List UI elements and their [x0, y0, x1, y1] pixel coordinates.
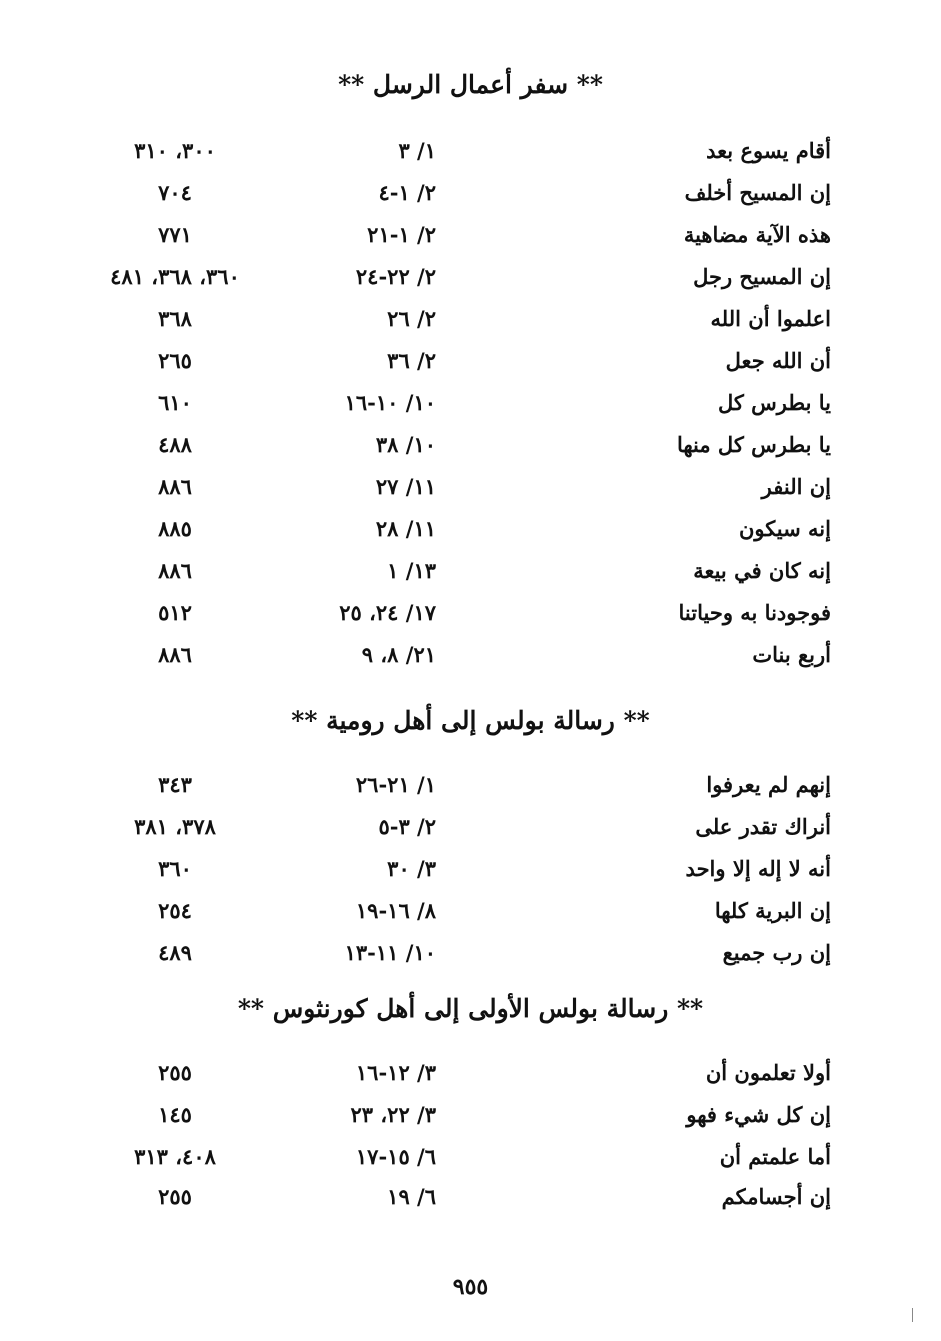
table-row [0, 258, 941, 296]
entry-phrase: فوجودنا به وحياتنا [678, 600, 831, 625]
entry-reference: ١١/ ٢٨ [375, 516, 436, 541]
table-row [0, 1054, 941, 1092]
entry-phrase: إن المسيح أخلف [684, 180, 831, 205]
table-row [0, 384, 941, 422]
entry-phrase: أولا تعلمون أن [705, 1060, 831, 1085]
entry-pages: ٣٦٠، ٣٦٨، ٤٨١ [110, 264, 240, 289]
entry-phrase: أنراك تقدر على [695, 814, 831, 839]
entry-pages: ٢٦٥ [158, 348, 192, 373]
entry-reference: ١١/ ٢٧ [375, 474, 436, 499]
entry-phrase: يا بطرس كل [717, 390, 831, 415]
table-row [0, 426, 941, 464]
entry-reference: ٢/ ٣-٥ [378, 814, 436, 839]
entry-reference: ١/ ٣ [398, 138, 436, 163]
entry-phrase: أقام يسوع بعد [706, 138, 831, 163]
entry-phrase: إنهم لم يعرفوا [706, 772, 831, 797]
entry-pages: ٤٠٨، ٣١٣ [134, 1144, 216, 1169]
page-number: ٩٥٥ [452, 1274, 489, 1300]
table-row [0, 552, 941, 590]
entry-phrase: أما علمتم أن [719, 1144, 831, 1169]
entry-pages: ٣٦٨ [158, 306, 192, 331]
table-row [0, 216, 941, 254]
entry-pages: ٨٨٦ [158, 642, 192, 667]
scan-mark [912, 1308, 913, 1322]
entry-pages: ٤٨٨ [158, 432, 192, 457]
entry-pages: ٢٥٤ [158, 898, 192, 923]
entry-phrase: يا بطرس كل منها [676, 432, 831, 457]
table-row [0, 300, 941, 338]
entry-pages: ٣٦٠ [158, 856, 192, 881]
section-heading-romans: ** رسالة بولس إلى أهل رومية ** [291, 706, 650, 735]
entry-reference: ١٣/ ١ [387, 558, 436, 583]
entry-pages: ٢٥٥ [158, 1184, 192, 1209]
entry-phrase: اعلموا أن الله [710, 306, 831, 331]
table-row [0, 934, 941, 972]
entry-pages: ٨٨٥ [158, 516, 192, 541]
entry-reference: ٦/ ١٩ [387, 1184, 436, 1209]
section-heading-acts: ** سفر أعمال الرسل ** [338, 70, 603, 99]
table-row [0, 132, 941, 170]
table-row [0, 850, 941, 888]
table-row [0, 636, 941, 674]
entry-phrase: أن الله جعل [725, 348, 831, 373]
entry-reference: ٢/ ١-٤ [378, 180, 436, 205]
entry-pages: ١٤٥ [158, 1102, 192, 1127]
entry-pages: ٧٠٤ [158, 180, 192, 205]
entry-phrase: إن أجسامكم [721, 1184, 831, 1209]
table-row [0, 1178, 941, 1216]
entry-phrase: أربع بنات [752, 642, 831, 667]
entry-reference: ٢/ ١-٢١ [367, 222, 436, 247]
entry-pages: ٦١٠ [158, 390, 192, 415]
table-row [0, 468, 941, 506]
entry-reference: ٣/ ٢٢، ٢٣ [350, 1102, 436, 1127]
entry-phrase: إن رب جميع [722, 940, 831, 965]
entry-pages: ٨٨٦ [158, 474, 192, 499]
table-row [0, 594, 941, 632]
entry-reference: ٣/ ١٢-١٦ [355, 1060, 436, 1085]
table-row [0, 808, 941, 846]
entry-reference: ١/ ٢١-٢٦ [355, 772, 436, 797]
entry-phrase: إن النفر [761, 474, 831, 499]
entry-phrase: إنه سيكون [738, 516, 831, 541]
table-row [0, 1096, 941, 1134]
entry-phrase: إن البرية كلها [714, 898, 831, 923]
entry-pages: ٣٧٨، ٣٨١ [134, 814, 216, 839]
entry-phrase: إنه كان في بيعة [693, 558, 831, 583]
entry-reference: ١٧/ ٢٤، ٢٥ [339, 600, 436, 625]
section-heading-corinthians: ** رسالة بولس الأولى إلى أهل كورنثوس ** [237, 994, 704, 1023]
entry-pages: ٤٨٩ [158, 940, 192, 965]
entry-reference: ٢/ ٣٦ [387, 348, 436, 373]
table-row [0, 510, 941, 548]
table-row [0, 174, 941, 212]
table-row [0, 766, 941, 804]
entry-reference: ٣/ ٣٠ [387, 856, 436, 881]
table-row [0, 892, 941, 930]
entry-pages: ٧٧١ [158, 222, 192, 247]
table-row [0, 342, 941, 380]
entry-reference: ١٠/ ١١-١٣ [344, 940, 436, 965]
entry-pages: ٣٤٣ [158, 772, 192, 797]
entry-reference: ٢/ ٢٦ [387, 306, 436, 331]
entry-pages: ٥١٢ [158, 600, 192, 625]
entry-reference: ٢/ ٢٢-٢٤ [355, 264, 436, 289]
entry-pages: ٣٠٠، ٣١٠ [134, 138, 216, 163]
entry-reference: ٨/ ١٦-١٩ [355, 898, 436, 923]
entry-phrase: إن كل شيء فهو [686, 1102, 831, 1127]
entry-pages: ٢٥٥ [158, 1060, 192, 1085]
entry-reference: ٢١/ ٨، ٩ [361, 642, 436, 667]
entry-reference: ٦/ ١٥-١٧ [355, 1144, 436, 1169]
table-row [0, 1138, 941, 1176]
entry-reference: ١٠/ ١٠-١٦ [344, 390, 436, 415]
entry-phrase: أنه لا إله إلا واحد [685, 856, 831, 881]
entry-phrase: إن المسيح رجل [693, 264, 831, 289]
entry-reference: ١٠/ ٣٨ [375, 432, 436, 457]
entry-pages: ٨٨٦ [158, 558, 192, 583]
entry-phrase: هذه الآية مضاهية [683, 222, 831, 247]
